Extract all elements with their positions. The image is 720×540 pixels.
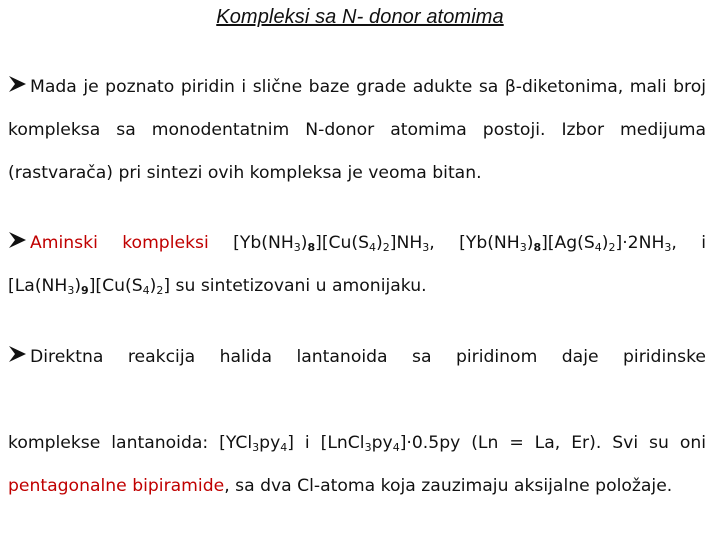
bullet-3-line-1: Direktna reakcija halida lantanoida sa piridinom daje piridinske: [30, 347, 706, 367]
bullet-2-tail: su sintetizovani u amonijaku.: [175, 276, 427, 296]
bullet-3-tail: , sa dva Cl-atoma koja zauzimaju aksijalne položaje.: [224, 476, 673, 496]
bullet-1: [8, 66, 706, 195]
bullet-3: [8, 336, 706, 508]
slide-title: Kompleksi sa N- donor atomima: [216, 6, 504, 28]
formula-yb-cu: $[Yb(NH_3)_8][Cu(S_4)_2]NH_3$,: [233, 233, 435, 254]
arrowhead-bullet-icon: [8, 345, 28, 363]
bullet-1-text: Mada je poznato piridin i slične baze grade adukte sa β-diketonima, mali broj kompleksa sa monodentatnim N-donor atomima postoji. Izbor medijuma (rastvarača) pri sintezi ovih kompleksa je veoma bitan.: [8, 77, 706, 183]
highlight-pentagonalne-bipiramide: pentagonalne bipiramide: [8, 476, 225, 496]
formula-yb-ag: $[Yb(NH_3)_8][Ag(S_4)_2]\cdot 2NH_3$,: [459, 233, 677, 254]
formula-la-cu: $[La(NH_3)_9][Cu(S_4)_2]$: [8, 276, 171, 297]
bullet-2: [8, 222, 706, 308]
arrowhead-bullet-icon: [8, 231, 28, 249]
highlight-aminski-kompleksi: Aminski kompleksi: [30, 233, 209, 253]
conjunction: i: [701, 233, 707, 253]
arrowhead-bullet-icon: [8, 75, 28, 93]
bullet-3-formulas: komplekse lantanoida: $[YCl_3py_4]$ i $[LnCl_3py_4]\cdot 0.5py$ (Ln = La, Er). Svi su oni: [8, 433, 707, 454]
